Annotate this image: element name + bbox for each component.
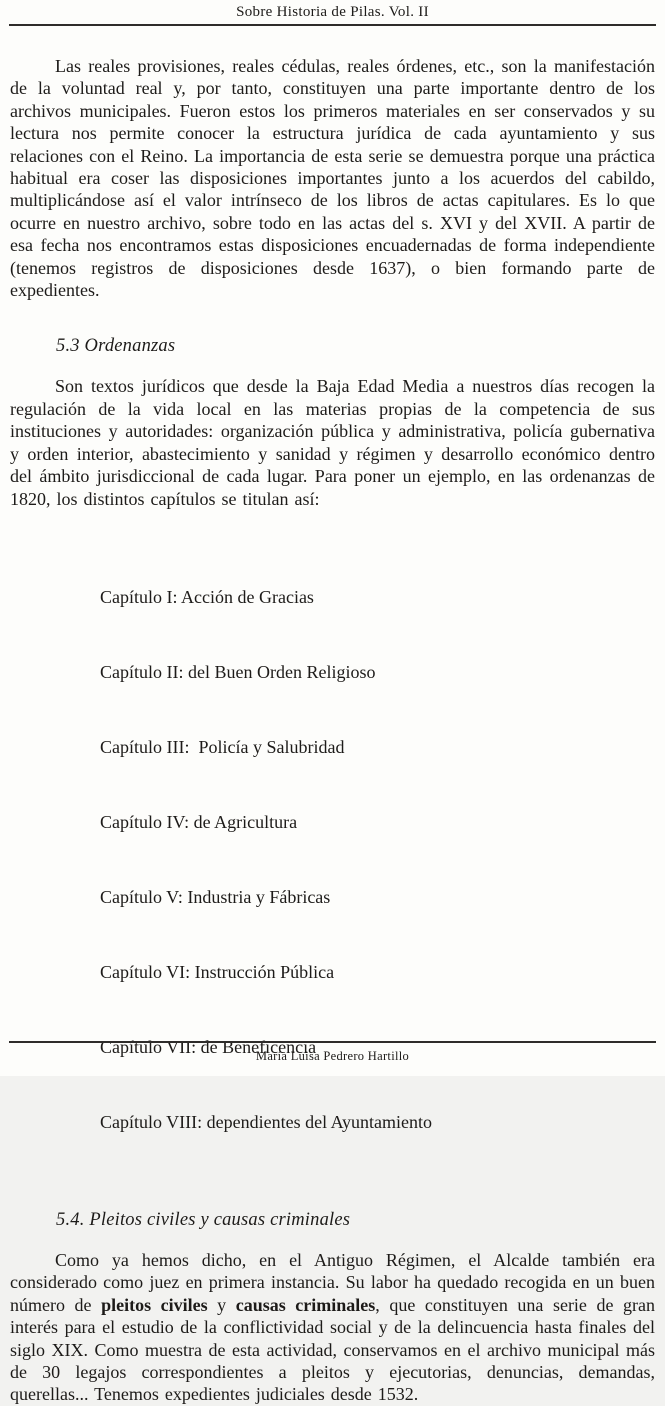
- section-heading-pleitos: 5.4. Pleitos civiles y causas criminales: [56, 1209, 351, 1230]
- pleitos-segment-3: , que constituyen una serie de gran interés para el estudio de la conflictividad social y de la delincuencia hasta finales del siglo XIX. Como muestra de esta actividad, conservamos en el archivo municipal más de 30 legajos correspondientes a pleitos y ejecutorias, denuncias, demandas, querellas... Tenemos expedientes judiciales desde 1532.: [10, 1294, 655, 1405]
- pleitos-segment-2: y: [207, 1294, 236, 1315]
- running-title: Sobre Historia de Pilas. Vol. II: [236, 4, 429, 20]
- chapter-item-4: Capítulo IV: de Agricultura: [100, 811, 298, 832]
- author-name: María Luisa Pedrero Hartillo: [255, 1049, 410, 1063]
- chapter-item-5: Capítulo V: Industria y Fábricas: [100, 886, 331, 907]
- pleitos-bold-causas-criminales: causas criminales: [235, 1294, 376, 1315]
- chapter-item-7: Capítulo VII: de Beneficencia: [100, 1036, 317, 1057]
- paragraph-reales-provisiones: Las reales provisiones, reales cédulas, reales órdenes, etc., son la manifestación de la voluntad real y, por tanto, constituyen una parte importante dentro de los archivos municipales. Fueron estos los primeros materiales en ser conservados y su lectura nos permite conocer la estructura jurídica de cada ayuntamiento y sus relaciones con el Reino. La importancia de esta serie se demuestra porque una práctica habitual era coser las disposiciones importantes junto a los acuerdos del cabildo, multiplicándose así el valor intrínseco de los libros de actas capitulares. Es lo que ocurre en nuestro archivo, sobre todo en las actas del s. XVI y del XVII. A partir de esa fecha nos encontramos estas disposiciones encuadernadas de forma independiente (tenemos registros de disposiciones desde 1637), o bien formando parte de expedientes.: [10, 56, 655, 301]
- page-body: [0, 55, 665, 1406]
- page-header: [9, 0, 656, 26]
- page-footer: [9, 1041, 656, 1064]
- chapter-item-1: Capítulo I: Acción de Gracias: [100, 586, 314, 607]
- chapter-list: [100, 535, 655, 1185]
- pleitos-segment-1: Como ya hemos dicho, en el Antiguo Régimen, el Alcalde también era considerado como juez en primera instancia. Su labor ha quedado recogida en un buen número de: [10, 1249, 655, 1315]
- pleitos-bold-pleitos-civiles: pleitos civiles: [101, 1294, 208, 1315]
- chapter-item-2: Capítulo II: del Buen Orden Religioso: [100, 661, 376, 682]
- paragraph-pleitos: [10, 1249, 655, 1406]
- chapter-item-3: Capítulo III: Policía y Salubridad: [100, 736, 345, 757]
- chapter-item-8: Capítulo VIII: dependientes del Ayuntamiento: [100, 1111, 432, 1132]
- paragraph-ordenanzas: Son textos jurídicos que desde la Baja Edad Media a nuestros días recogen la regulación de la vida local en las materias propias de la competencia de sus instituciones y autoridades: organización pública y administrativa, policía gubernativa y orden interior, abastecimiento y sanidad y régimen y desarrollo económico dentro del ámbito jurisdiccional de cada lugar. Para poner un ejemplo, en las ordenanzas de 1820, los distintos capítulos se titulan así:: [10, 376, 655, 509]
- section-heading-ordenanzas: 5.3 Ordenanzas: [56, 336, 176, 357]
- chapter-item-6: Capítulo VI: Instrucción Pública: [100, 961, 335, 982]
